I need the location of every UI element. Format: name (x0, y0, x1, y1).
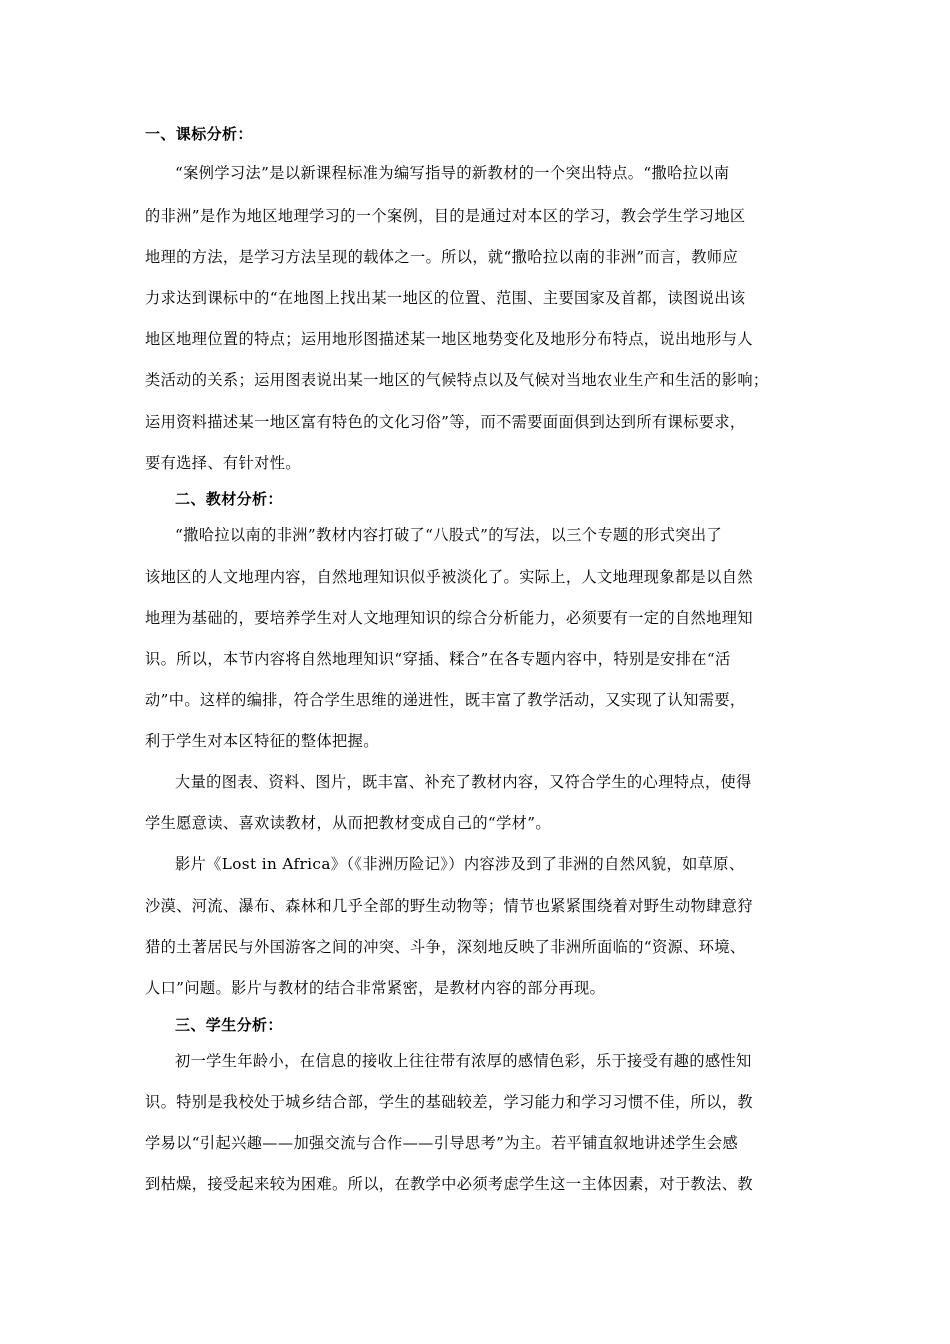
paragraph-line: 初一学生年龄小，在信息的接收上往往带有浓厚的感情色彩，乐于接受有趣的感性知 (175, 1052, 752, 1070)
paragraph-line: 猎的土著居民与外国游客之间的冲突、斗争，深刻地反映了非洲所面临的“资源、环境、 (145, 938, 746, 956)
paragraph-line: 地区地理位置的特点；运用地形图描述某一地区地势变化及地形分布特点，说出地形与人 (145, 330, 753, 348)
section-heading-curriculum: 一、课标分析： (145, 125, 253, 143)
paragraph-line: 利于学生对本区特征的整体把握。 (145, 732, 379, 750)
paragraph-line: “案例学习法”是以新课程标准为编写指导的新教材的一个突出特点。“撒哈拉以南 (175, 164, 730, 182)
paragraph-line: 人口”问题。影片与教材的结合非常紧密，是教材内容的部分再现。 (145, 979, 606, 997)
paragraph-line: 识。特别是我校处于城乡结合部，学生的基础较差，学习能力和学习习惯不佳，所以，教 (145, 1093, 753, 1111)
paragraph-line: 要有选择、有针对性。 (145, 454, 301, 472)
paragraph-line: 力求达到课标中的“在地图上找出某一地区的位置、范围、主要国家及首都，读图说出该 (145, 289, 746, 307)
paragraph-line: 到枯燥，接受起来较为困难。所以，在教学中必须考虑学生这一主体因素，对于教法、教 (145, 1175, 753, 1193)
paragraph-line: 学易以“引起兴趣——加强交流与合作——引导思考”为主。若平铺直叙地讲述学生会感 (145, 1134, 739, 1152)
paragraph-line: 地理的方法，是学习方法呈现的载体之一。所以，就“撒哈拉以南的非洲”而言，教师应 (145, 248, 739, 266)
paragraph-line: 沙漠、河流、瀑布、森林和几乎全部的野生动物等；情节也紧紧围绕着对野生动物肆意狩 (145, 897, 753, 915)
paragraph-line: “撒哈拉以南的非洲”教材内容打破了“八股式”的写法，以三个专题的形式突出了 (175, 526, 723, 544)
paragraph-line: 类活动的关系；运用图表说出某一地区的气候特点以及气候对当地农业生产和生活的影响； (145, 371, 769, 389)
paragraph-line: 的非洲”是作为地区地理学习的一个案例，目的是通过对本区的学习，教会学生学习地区 (145, 207, 746, 225)
paragraph-line: 该地区的人文地理内容，自然地理知识似乎被淡化了。实际上，人文地理现象都是以自然 (145, 568, 753, 586)
paragraph-line: 学生愿意读、喜欢读教材，从而把教材变成自己的“学材”。 (145, 814, 552, 832)
section-heading-students: 三、学生分析： (175, 1016, 283, 1034)
section-heading-textbook: 二、教材分析： (175, 490, 283, 508)
paragraph-line: 识。所以，本节内容将自然地理知识“穿插、糅合”在各专题内容中，特别是安排在“活 (145, 650, 731, 668)
paragraph-line: 运用资料描述某一地区富有特色的文化习俗”等，而不需要面面俱到达到所有课标要求， (145, 413, 746, 431)
paragraph-line: 影片《Lost in Africa》（《非洲历险记》）内容涉及到了非洲的自然风貌，如草原、 (175, 855, 745, 873)
paragraph-line: 地理为基础的，要培养学生对人文地理知识的综合分析能力，必须要有一定的自然地理知 (145, 609, 753, 627)
paragraph-line: 大量的图表、资料、图片，既丰富、补充了教材内容，又符合学生的心理特点，使得 (175, 773, 752, 791)
paragraph-line: 动”中。这样的编排，符合学生思维的递进性，既丰富了教学活动，又实现了认知需要， (145, 691, 746, 709)
